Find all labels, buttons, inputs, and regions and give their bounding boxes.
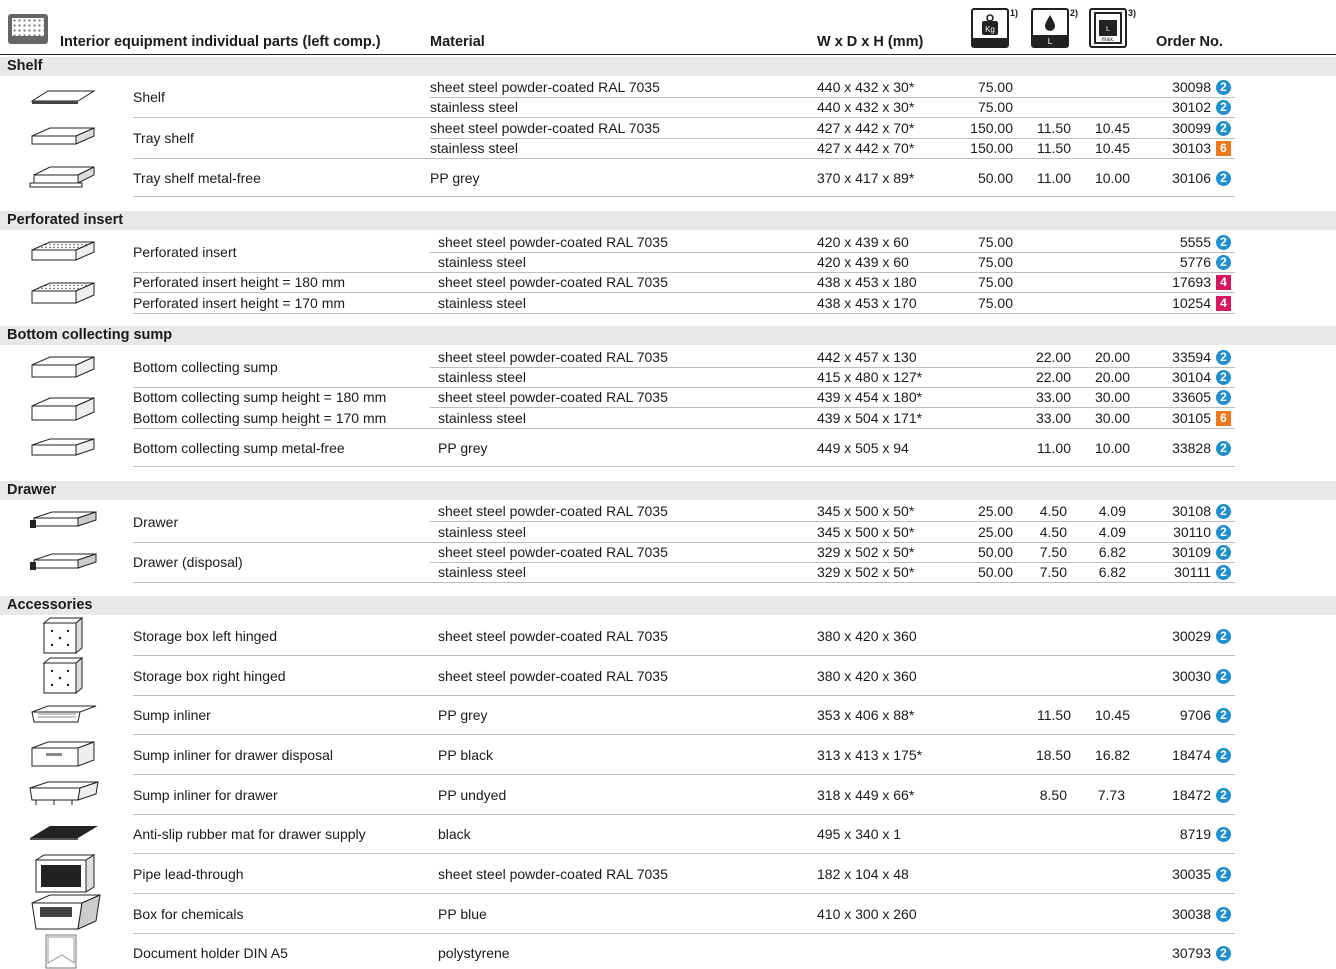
dimensions-cell: 449 x 505 x 94	[817, 440, 909, 456]
perforated-insert-image	[28, 240, 98, 264]
max-volume-cell: 6.82	[1098, 544, 1126, 560]
dimensions-cell: 427 x 442 x 70*	[817, 120, 915, 136]
availability-badge: 2	[1216, 80, 1231, 95]
order-number: 30111	[1174, 564, 1211, 580]
product-name: Pipe lead-through	[133, 866, 244, 882]
availability-badge: 2	[1216, 907, 1231, 922]
volume-cell: 22.00	[1035, 369, 1071, 385]
material-column-header: Material	[430, 34, 485, 50]
bottom-sump-image	[28, 355, 98, 381]
section-perforated-insert: Perforated insert	[0, 211, 1336, 230]
volume-cell: 4.50	[1039, 524, 1067, 540]
order-number: 30105	[1172, 410, 1211, 426]
availability-badge: 2	[1216, 545, 1231, 560]
availability-badge: 2	[1216, 171, 1231, 186]
max-volume-cell: 10.45	[1094, 120, 1130, 136]
row-divider	[133, 428, 1235, 429]
product-name: Bottom collecting sump	[133, 359, 278, 375]
max-volume-cell: 16.82	[1094, 747, 1130, 763]
row-divider	[133, 853, 1235, 854]
sump-inliner-image	[28, 704, 100, 726]
row-divider	[133, 158, 1235, 159]
max-volume-cell: 20.00	[1094, 369, 1130, 385]
footnote-3-marker: 3)	[1128, 8, 1137, 18]
order-number: 30110	[1173, 524, 1211, 540]
max-volume-cell: 10.00	[1094, 440, 1130, 456]
row-divider	[430, 407, 1235, 408]
material-cell: PP grey	[430, 170, 480, 186]
product-name: Anti-slip rubber mat for drawer supply	[133, 826, 366, 842]
order-number: 30106	[1172, 170, 1211, 186]
product-name: Storage box left hinged	[133, 628, 277, 644]
availability-badge: 2	[1216, 708, 1231, 723]
load-cell: 150.00	[970, 140, 1013, 156]
dimensions-cell: 440 x 432 x 30*	[817, 79, 915, 95]
availability-badge: 2	[1216, 669, 1231, 684]
availability-badge: 2	[1216, 255, 1231, 270]
table-header	[0, 0, 1336, 54]
svg-text:Kg: Kg	[985, 25, 995, 34]
header-divider	[0, 54, 1336, 55]
footnote-1-marker: 1)	[1010, 8, 1019, 18]
dimensions-cell: 442 x 457 x 130	[817, 349, 917, 365]
order-number: 30099	[1172, 120, 1211, 136]
availability-badge: 2	[1216, 504, 1231, 519]
max-volume-cell: 30.00	[1094, 410, 1130, 426]
row-divider	[133, 117, 1235, 118]
order-number: 30035	[1172, 866, 1211, 882]
volume-cell: 11.00	[1037, 170, 1071, 186]
material-cell: stainless steel	[438, 564, 526, 580]
material-cell: stainless steel	[438, 369, 526, 385]
order-number: 30030	[1172, 668, 1211, 684]
dimensions-cell: 345 x 500 x 50*	[817, 503, 915, 519]
svg-text:L: L	[1047, 37, 1053, 46]
section-bottom-collecting-sump: Bottom collecting sump	[0, 326, 1336, 345]
product-name: Box for chemicals	[133, 906, 244, 922]
dimensions-cell: 427 x 442 x 70*	[817, 140, 915, 156]
dimensions-cell: 318 x 449 x 66*	[817, 787, 915, 803]
order-number: 33605	[1172, 389, 1211, 405]
availability-badge: 2	[1216, 629, 1231, 644]
category-box-icon	[8, 14, 48, 44]
order-column-header: Order No.	[1156, 34, 1223, 50]
availability-badge: 2	[1216, 100, 1231, 115]
tray-shelf-metal-free-image	[28, 165, 98, 191]
dimensions-cell: 415 x 480 x 127*	[817, 369, 923, 385]
load-cell: 75.00	[977, 79, 1013, 95]
material-cell: stainless steel	[438, 295, 526, 311]
material-cell: sheet steel powder-coated RAL 7035	[438, 544, 668, 560]
order-number: 18474	[1172, 747, 1211, 763]
load-cell: 75.00	[977, 274, 1013, 290]
order-number: 10254	[1172, 295, 1211, 311]
row-divider	[133, 655, 1235, 656]
dimensions-cell: 495 x 340 x 1	[817, 826, 902, 842]
max-volume-cell: 30.00	[1094, 389, 1130, 405]
dimensions-cell: 380 x 420 x 360	[817, 628, 917, 644]
load-cell: 50.00	[977, 544, 1013, 560]
bottom-sump-metal-free-image	[28, 437, 98, 459]
product-name: Sump inliner	[133, 707, 211, 723]
availability-badge: 2	[1216, 370, 1231, 385]
order-number: 33828	[1172, 440, 1211, 456]
availability-badge: 2	[1216, 350, 1231, 365]
sump-inliner-drawer-image	[24, 780, 102, 808]
anti-slip-mat-image	[28, 824, 100, 842]
material-cell: sheet steel powder-coated RAL 7035	[438, 866, 668, 882]
material-cell: polystyrene	[438, 945, 510, 961]
row-divider	[133, 695, 1235, 696]
availability-badge: 2	[1216, 565, 1231, 580]
volume-cell: 8.50	[1039, 787, 1067, 803]
volume-cell: 33.00	[1035, 389, 1071, 405]
max-volume-cell: 10.45	[1094, 707, 1130, 723]
material-cell: sheet steel powder-coated RAL 7035	[438, 628, 668, 644]
storage-box-left-image	[40, 617, 84, 655]
row-divider	[133, 542, 1235, 543]
availability-badge: 2	[1216, 946, 1231, 961]
material-cell: black	[438, 826, 471, 842]
perforated-insert-tall-image	[28, 281, 98, 307]
product-name: Tray shelf metal-free	[133, 170, 261, 186]
product-name: Sump inliner for drawer	[133, 787, 278, 803]
shelf-image	[28, 87, 98, 107]
availability-badge: 4	[1216, 296, 1231, 311]
product-name: Drawer (disposal)	[133, 554, 243, 570]
order-number: 30104	[1172, 369, 1211, 385]
max-volume-cell: 20.00	[1094, 349, 1130, 365]
volume-cell: 33.00	[1035, 410, 1071, 426]
row-divider	[133, 814, 1235, 815]
max-volume-cell: 10.45	[1094, 140, 1130, 156]
dimensions-cell: 420 x 439 x 60	[817, 254, 909, 270]
max-volume-cell: 4.09	[1098, 503, 1126, 519]
volume-cell: 7.50	[1039, 564, 1067, 580]
row-divider	[430, 521, 1235, 522]
material-cell: sheet steel powder-coated RAL 7035	[438, 234, 668, 250]
row-divider	[133, 196, 1235, 197]
row-divider	[133, 774, 1235, 775]
volume-cell: 11.50	[1037, 707, 1071, 723]
product-name: Bottom collecting sump metal-free	[133, 440, 345, 456]
row-divider	[133, 466, 1235, 467]
dimensions-cell: 440 x 432 x 30*	[817, 99, 915, 115]
order-number: 30102	[1172, 99, 1211, 115]
availability-badge: 2	[1216, 441, 1231, 456]
load-cell: 75.00	[977, 234, 1013, 250]
bottom-sump-tall-image	[28, 396, 98, 424]
document-holder-image	[42, 933, 82, 969]
availability-badge: 2	[1216, 121, 1231, 136]
dimensions-cell: 329 x 502 x 50*	[817, 544, 915, 560]
sump-inliner-drawer-disposal-image	[28, 740, 100, 770]
availability-badge: 6	[1216, 141, 1231, 156]
table-title: Interior equipment individual parts (left comp.)	[60, 34, 381, 50]
material-cell: PP blue	[438, 906, 487, 922]
max-volume-cell: 6.82	[1098, 564, 1126, 580]
availability-badge: 4	[1216, 275, 1231, 290]
row-divider	[133, 933, 1235, 934]
dimensions-cell: 345 x 500 x 50*	[817, 524, 915, 540]
load-cell: 50.00	[977, 170, 1013, 186]
material-cell: sheet steel powder-coated RAL 7035	[438, 349, 668, 365]
load-cell: 150.00	[970, 120, 1013, 136]
product-name: Tray shelf	[133, 130, 194, 146]
max-volume-cell: 7.73	[1097, 787, 1125, 803]
volume-cell: 22.00	[1035, 349, 1071, 365]
volume-cell: 11.00	[1037, 440, 1071, 456]
row-divider	[133, 582, 1235, 583]
section-accessories: Accessories	[0, 596, 1336, 615]
pipe-lead-through-image	[32, 854, 98, 894]
box-for-chemicals-image	[30, 893, 102, 933]
material-cell: PP grey	[438, 707, 488, 723]
dimensions-cell: 329 x 502 x 50*	[817, 564, 915, 580]
volume-cell: 18.50	[1035, 747, 1071, 763]
order-number: 5555	[1179, 234, 1211, 250]
section-drawer: Drawer	[0, 481, 1336, 500]
material-cell: sheet steel powder-coated RAL 7035	[438, 503, 668, 519]
svg-text:L: L	[1106, 26, 1110, 33]
dimensions-cell: 380 x 420 x 360	[817, 668, 917, 684]
dimensions-cell: 313 x 413 x 175*	[817, 747, 923, 763]
product-name: Perforated insert height = 180 mm	[133, 274, 346, 290]
material-cell: sheet steel powder-coated RAL 7035	[438, 668, 668, 684]
row-divider	[133, 313, 1235, 314]
availability-badge: 6	[1216, 411, 1231, 426]
dimensions-cell: 420 x 439 x 60	[817, 234, 909, 250]
order-number: 18472	[1172, 787, 1211, 803]
material-cell: sheet steel powder-coated RAL 7035	[430, 79, 660, 95]
product-name: Storage box right hinged	[133, 668, 286, 684]
availability-badge: 2	[1216, 748, 1231, 763]
material-cell: PP black	[438, 747, 493, 763]
order-number: 5776	[1179, 254, 1211, 270]
order-number: 30098	[1172, 79, 1211, 95]
dimensions-cell: 438 x 453 x 180	[817, 274, 917, 290]
drawer-image	[28, 510, 98, 532]
order-number: 30793	[1172, 945, 1211, 961]
load-cell: 25.00	[977, 524, 1013, 540]
max-volume-cell: 10.00	[1094, 170, 1130, 186]
product-name: Drawer	[133, 514, 179, 530]
availability-badge: 2	[1216, 867, 1231, 882]
load-cell: 75.00	[977, 295, 1013, 311]
footnote-2-marker: 2)	[1070, 8, 1079, 18]
material-cell: sheet steel powder-coated RAL 7035	[430, 120, 660, 136]
order-number: 33594	[1172, 349, 1211, 365]
material-cell: PP grey	[438, 440, 488, 456]
availability-badge: 2	[1216, 525, 1231, 540]
volume-cell: 4.50	[1039, 503, 1067, 519]
order-number: 17693	[1172, 274, 1211, 290]
load-cell: 75.00	[977, 254, 1013, 270]
product-name: Shelf	[133, 89, 165, 105]
product-name: Sump inliner for drawer disposal	[133, 747, 333, 763]
order-number: 30103	[1172, 140, 1211, 156]
order-number: 9706	[1179, 707, 1211, 723]
max-volume-icon	[1089, 8, 1127, 48]
order-number: 30038	[1172, 906, 1211, 922]
max-volume-cell: 4.09	[1098, 524, 1126, 540]
dimensions-cell: 370 x 417 x 89*	[817, 170, 915, 186]
availability-badge: 2	[1216, 390, 1231, 405]
row-divider	[133, 893, 1235, 894]
material-cell: stainless steel	[430, 99, 518, 115]
dimensions-cell: 438 x 453 x 170	[817, 295, 917, 311]
section-shelf: Shelf	[0, 57, 1336, 76]
material-cell: PP undyed	[438, 787, 507, 803]
product-name: Bottom collecting sump height = 180 mm	[133, 389, 387, 405]
liquid-volume-icon	[1031, 8, 1069, 48]
material-cell: stainless steel	[438, 254, 526, 270]
material-cell: stainless steel	[430, 140, 518, 156]
volume-cell: 11.50	[1037, 120, 1071, 136]
storage-box-right-image	[40, 657, 84, 695]
load-cell: 75.00	[977, 99, 1013, 115]
material-cell: stainless steel	[438, 524, 526, 540]
availability-badge: 2	[1216, 827, 1231, 842]
material-cell: sheet steel powder-coated RAL 7035	[438, 274, 668, 290]
drawer-disposal-image	[28, 552, 98, 574]
order-number: 30029	[1172, 628, 1211, 644]
dimensions-cell: 353 x 406 x 88*	[817, 707, 915, 723]
volume-cell: 11.50	[1037, 140, 1071, 156]
weight-kg-icon	[971, 8, 1009, 48]
order-number: 8719	[1179, 826, 1211, 842]
dimensions-cell: 439 x 454 x 180*	[817, 389, 923, 405]
product-name: Perforated insert	[133, 244, 237, 260]
order-number: 30109	[1172, 544, 1211, 560]
product-name: Bottom collecting sump height = 170 mm	[133, 410, 387, 426]
dimensions-cell: 439 x 504 x 171*	[817, 410, 923, 426]
order-number: 30108	[1172, 503, 1211, 519]
svg-text:max.: max.	[1101, 37, 1115, 43]
availability-badge: 2	[1216, 788, 1231, 803]
availability-badge: 2	[1216, 235, 1231, 250]
load-cell: 25.00	[977, 503, 1013, 519]
volume-cell: 7.50	[1039, 544, 1067, 560]
dimensions-cell: 182 x 104 x 48	[817, 866, 909, 882]
row-divider	[133, 734, 1235, 735]
material-cell: sheet steel powder-coated RAL 7035	[438, 389, 668, 405]
row-divider	[133, 292, 1235, 293]
tray-shelf-image	[28, 126, 98, 148]
product-name: Perforated insert height = 170 mm	[133, 295, 346, 311]
dimensions-column-header: W x D x H (mm)	[817, 34, 924, 50]
product-name: Document holder DIN A5	[133, 945, 288, 961]
material-cell: stainless steel	[438, 410, 526, 426]
load-cell: 50.00	[977, 564, 1013, 580]
dimensions-cell: 410 x 300 x 260	[817, 906, 917, 922]
